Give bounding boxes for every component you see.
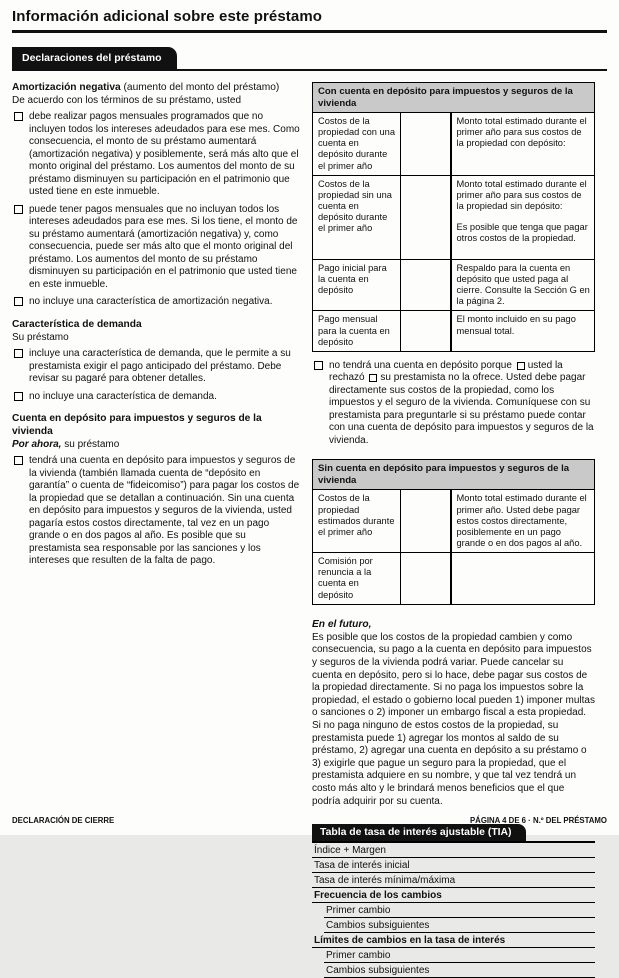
air-row-first-change: Primer cambio <box>324 903 595 918</box>
row-description: Monto total estimado durante el primer año. Usted debe pagar estos costos directamente, posiblemente en un pago grande o en dos pagos al año. <box>451 490 595 553</box>
table-header: Sin cuenta en depósito para impuestos y seguros de la vivienda <box>313 460 595 490</box>
negative-amortization-heading: Amortización negativa (aumento del monto del préstamo) <box>12 82 280 93</box>
footer-page-number: PÁGINA 4 DE 6 · N.º DEL PRÉSTAMO <box>469 816 607 825</box>
checkbox-item-neg-amort-none <box>12 296 300 309</box>
checkbox-item-label: puede tener pagos mensuales que no incluyan todos los intereses adeudados para ese mes. Si los tiene, el monto de su préstamo aumentará (amortización negativa) y, como consecuencia, puede ser más alto que el monto original del préstamo. Los aumentos del monto de su préstamo disminuyen su participación en el patrimonio que usted tiene en este inmueble. <box>29 203 298 290</box>
row-value-cell <box>401 175 451 259</box>
checkbox[interactable] <box>14 205 23 214</box>
escrow-account-heading: Cuenta en depósito para impuestos y seguros de la vivienda <box>12 413 262 437</box>
checkbox-item-label: no tendrá una cuenta en depósito porque usted la rechazó su prestamista no la ofrece. Usted debe pagar directamente sus costos de la propiedad, como los impuestos y el seguro de la vivienda. Comuníquese con su prestamista para preguntarle si su préstamo puede contar con una cuenta de depósito para impuestos y seguros de la vivienda. <box>329 359 594 446</box>
row-label: Pago inicial para la cuenta en depósito <box>313 259 401 311</box>
page-footer <box>12 816 607 825</box>
air-row-index-margin: Índice + Margen <box>312 843 595 858</box>
checkbox[interactable] <box>14 392 23 401</box>
row-value-cell <box>401 553 451 605</box>
checkbox[interactable] <box>14 297 23 306</box>
table-row <box>313 311 595 351</box>
left-column <box>12 82 300 978</box>
air-row-limits-subsequent-changes: Cambios subsiguientes <box>324 963 595 978</box>
checkbox-item-label: incluye una característica de demanda, que le permite a su prestamista exigir el pago anticipado del préstamo. Debe revisar su pagaré para obtener detalles. <box>29 348 291 384</box>
row-label: Pago mensual para la cuenta en depósito <box>313 311 401 351</box>
right-column <box>312 82 595 978</box>
negative-amortization-intro: De acuerdo con los términos de su préstamo, usted <box>12 94 242 106</box>
air-row-min-max-rate: Tasa de interés mínima/máxima <box>312 873 595 888</box>
checkbox-item-label: debe realizar pagos mensuales programados que no incluyen todos los intereses adeudados para ese mes. Como consecuencia, el monto de su préstamo aumentará (amortización negativa) y posiblemente, será más alto que el monto original del préstamo. Los aumentos del monto de su préstamo disminuyen su participación en el patrimonio que usted tiene en este inmueble. <box>29 111 300 198</box>
air-row-subsequent-changes: Cambios subsiguientes <box>324 918 595 933</box>
air-row-limits-first-change: Primer cambio <box>324 948 595 963</box>
row-label: Costos de la propiedad con una cuenta en depósito durante el primer año <box>313 113 401 176</box>
air-row-rate-limits: Límites de cambios en la tasa de interés <box>312 933 595 948</box>
escrow-intro-rest: su préstamo <box>61 438 120 450</box>
escrow-without-account-table <box>312 459 595 604</box>
row-value-cell <box>401 113 451 176</box>
air-table-tab-row <box>312 822 595 843</box>
row-label: Costos de la propiedad sin una cuenta en depósito durante el primer año <box>313 175 401 259</box>
table-row <box>313 175 595 259</box>
checkbox-declined[interactable] <box>517 362 525 370</box>
checkbox-item-demand-no <box>12 391 300 404</box>
row-description: Respaldo para la cuenta en depósito que usted paga al cierre. Consulte la Sección G en la página 2. <box>451 259 595 311</box>
row-label: Comisión por renuncia a la cuenta en depósito <box>313 553 401 605</box>
checkbox-item-no-escrow <box>312 360 595 448</box>
row-label: Costos de la propiedad estimados durante el primer año <box>313 490 401 553</box>
demand-feature-intro: Su préstamo <box>12 331 69 343</box>
title-divider <box>12 30 607 33</box>
checkbox-item-label: no incluye una característica de demanda. <box>29 390 217 402</box>
row-value-cell <box>401 311 451 351</box>
table-row <box>313 113 595 176</box>
in-the-future-text: Es posible que los costos de la propiedad cambien y como consecuencia, su pago a la cuenta en depósito para impuestos y seguros de la vivienda podrá variar. Puede cancelar su cuenta en depósito, pero si lo hace, debe pagar sus costos de la propiedad directamente. Si no paga los impuestos sobre la propiedad, el estado o gobierno local pueden 1) imponer multas o sanciones o 2) imponer un embargo fiscal a esta propiedad. Si no paga ninguno de estos costos de la propiedad, su prestamista puede 1) agregar los montos al saldo de su préstamo, 2) agregar una cuenta en depósito a su préstamo o 3) exigirle que pague un seguro para la propiedad, que el prestamista adquiere en su nombre, y que tal vez tendrá un costo más alto y le brindará menos beneficios que el que podría adquirir por su cuenta. <box>312 631 595 807</box>
table-row <box>313 490 595 553</box>
checkbox[interactable] <box>14 456 23 465</box>
section-tab-loan-disclosures: Declaraciones del préstamo <box>12 47 177 69</box>
section-tab-row <box>12 47 607 71</box>
table-row <box>313 259 595 311</box>
in-the-future-heading: En el futuro, <box>312 618 372 630</box>
demand-feature-heading: Característica de demanda <box>12 318 142 330</box>
table-row <box>313 553 595 605</box>
row-description: Monto total estimado durante el primer año para sus costos de la propiedad con depósito: <box>451 113 595 176</box>
footer-document-name: DECLARACIÓN DE CIERRE <box>12 816 115 825</box>
row-description: Monto total estimado durante el primer año para sus costos de la propiedad sin depósito: Es posible que tenga que pagar otros costos de la propiedad. <box>451 175 595 259</box>
checkbox-not-offered[interactable] <box>369 374 377 382</box>
row-description: El monto incluido en su pago mensual total. <box>451 311 595 351</box>
negative-amortization-heading-suffix: (aumento del monto del préstamo) <box>120 82 280 93</box>
checkbox-item-neg-amort-possible <box>12 204 300 292</box>
row-value-cell <box>401 259 451 311</box>
air-row-initial-rate: Tasa de interés inicial <box>312 858 595 873</box>
page-title: Información adicional sobre este préstamo <box>12 8 323 25</box>
checkbox-item-label: tendrá una cuenta en depósito para impuestos y seguros de la vivienda (también llamada cuenta de “depósito en garantía” o cuenta de “fideicomiso”) para pagar los costos de la propiedad que se detallan a continuación. Sin una cuenta en depósito para impuestos y seguros de la vivienda, usted pagaría estos costos directamente, tal vez en un pago grande o en dos pagos al año. Es posible que su prestamista sea responsable por las sanciones y los intereses que resulten de la falta de pago. <box>29 455 300 566</box>
checkbox-item-label: no incluye una característica de amortización negativa. <box>29 296 273 308</box>
row-value-cell <box>401 490 451 553</box>
checkbox[interactable] <box>14 112 23 121</box>
checkbox[interactable] <box>14 349 23 358</box>
row-description-note: Es posible que tenga que pagar otros costos de la propiedad. <box>456 222 588 244</box>
air-row-change-frequency: Frecuencia de los cambios <box>312 888 595 903</box>
checkbox-item-escrow-will-have <box>12 455 300 568</box>
checkbox[interactable] <box>314 361 323 370</box>
escrow-account-intro <box>12 439 300 452</box>
table-header: Con cuenta en depósito para impuestos y seguros de la vivienda <box>313 83 595 113</box>
adjustable-rate-table <box>312 822 595 978</box>
row-description <box>451 553 595 605</box>
escrow-intro-bold: Por ahora, <box>12 438 62 450</box>
checkbox-item-demand-yes <box>12 348 300 386</box>
air-table-tab: Tabla de tasa de interés ajustable (TIA) <box>312 824 526 841</box>
checkbox-item-neg-amort-scheduled <box>12 111 300 199</box>
escrow-with-account-table <box>312 82 595 352</box>
